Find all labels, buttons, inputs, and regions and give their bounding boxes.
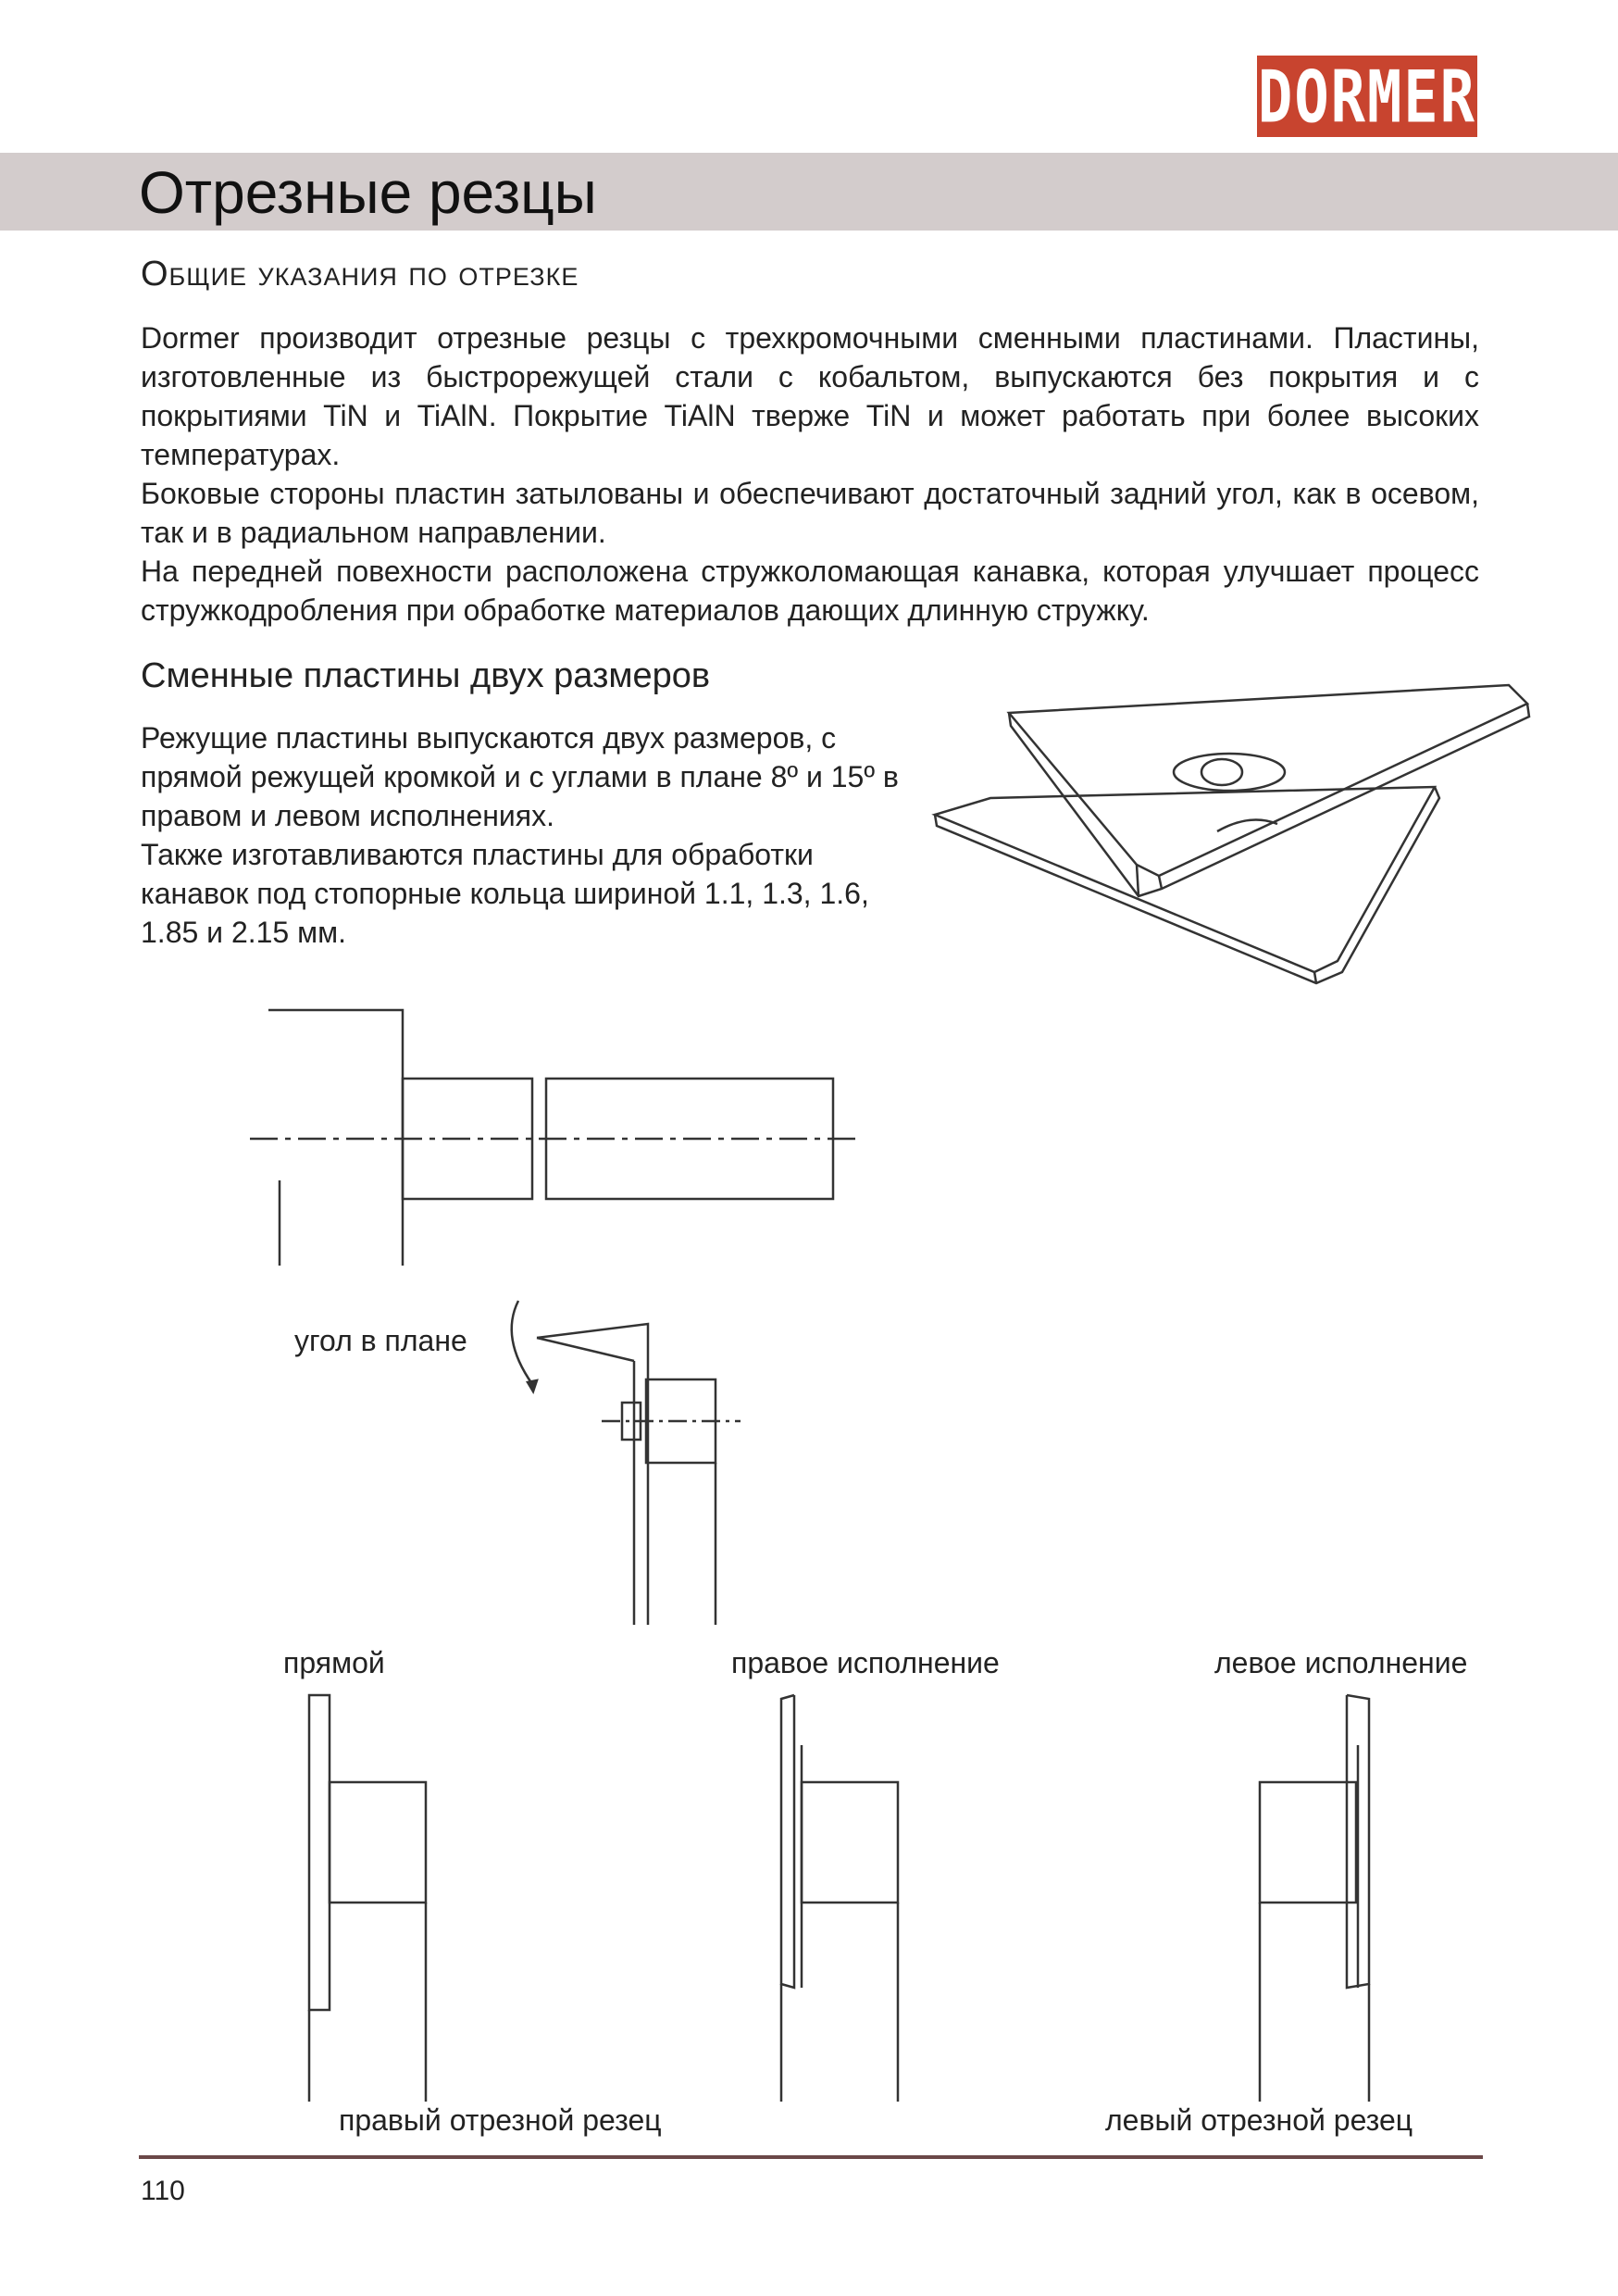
paragraph-intro: Dormer производит отрезные резцы с трехкромочными сменными пластинами. Пластины, изготовленные из быстрорежущей стали с кобальтом, выпускаются без покрытия и с покрытиями TiN и TiAlN. Покрытие TiAlN тверже TiN и может работать при более высоких температурах. bbox=[141, 321, 1479, 471]
insert-tip bbox=[537, 1324, 648, 1625]
upper-insert-top bbox=[1009, 685, 1527, 876]
right-insert-body bbox=[802, 1782, 898, 1903]
section-heading-general: Общие указания по отрезке bbox=[141, 255, 579, 293]
label-left-cutter: левый отрезной резец bbox=[1105, 2103, 1413, 2137]
upper-insert-edge-line bbox=[1137, 865, 1139, 896]
straight-insert-blade bbox=[309, 1695, 330, 2010]
paragraph-grooving: Также изготавливаются пластины для обработки канавок под стопорные кольца шириной 1.1, 1.3, 1.6, 1.85 и 2.15 мм. bbox=[141, 838, 869, 949]
inserts-description bbox=[141, 718, 900, 952]
label-right-cutter: правый отрезной резец bbox=[339, 2103, 662, 2137]
dormer-logo bbox=[1257, 56, 1477, 137]
paragraph-chipbreaker: На передней повехности расположена стружколомающая канавка, которая улучшает процесс стружкодробления при обработке материалов дающих длинную стружку. bbox=[141, 555, 1479, 627]
label-straight: прямой bbox=[283, 1646, 385, 1679]
lower-insert-edge bbox=[935, 787, 1439, 983]
right-insert-blade bbox=[781, 1695, 794, 1988]
left-version-insert-diagram bbox=[1254, 1690, 1384, 2106]
straight-insert-diagram bbox=[305, 1690, 435, 2106]
label-right-version: правое исполнение bbox=[731, 1646, 1000, 1679]
left-insert-body bbox=[1260, 1782, 1356, 1903]
insert-tip-lower bbox=[537, 1338, 634, 1361]
cutter-shaft-diagram bbox=[250, 1004, 879, 1264]
right-version-insert-diagram bbox=[778, 1690, 907, 2106]
section-heading-inserts: Сменные пластины двух размеров bbox=[141, 656, 711, 695]
label-plan-angle: угол в плане bbox=[294, 1324, 467, 1357]
straight-insert-body bbox=[330, 1782, 426, 1903]
paragraph-clearance: Боковые стороны пластин затылованы и обеспечивают достаточный задний угол, как в осевом, так и в радиальном направлении. bbox=[141, 477, 1479, 549]
logo-text: DORMER bbox=[1258, 54, 1476, 139]
angle-arc-arrow bbox=[512, 1301, 532, 1384]
upper-insert-edge-line2 bbox=[1159, 876, 1162, 889]
label-left-version: левое исполнение bbox=[1214, 1646, 1468, 1679]
upper-insert-hole-inner bbox=[1201, 759, 1242, 785]
triangular-inserts-illustration bbox=[916, 667, 1564, 1018]
page-title: Отрезные резцы bbox=[139, 159, 597, 226]
paragraph-sizes: Режущие пластины выпускаются двух размеров, с прямой режущей кромкой и с углами в плане 8º и 15º в правом и левом исполнениях. bbox=[141, 721, 899, 832]
footer-rule bbox=[139, 2155, 1483, 2159]
plan-angle-diagram bbox=[500, 1292, 759, 1625]
angle-arrow-head bbox=[528, 1380, 537, 1391]
upper-insert-edge bbox=[1009, 704, 1529, 896]
lower-insert-top bbox=[935, 787, 1435, 972]
page-number: 110 bbox=[141, 2176, 185, 2206]
